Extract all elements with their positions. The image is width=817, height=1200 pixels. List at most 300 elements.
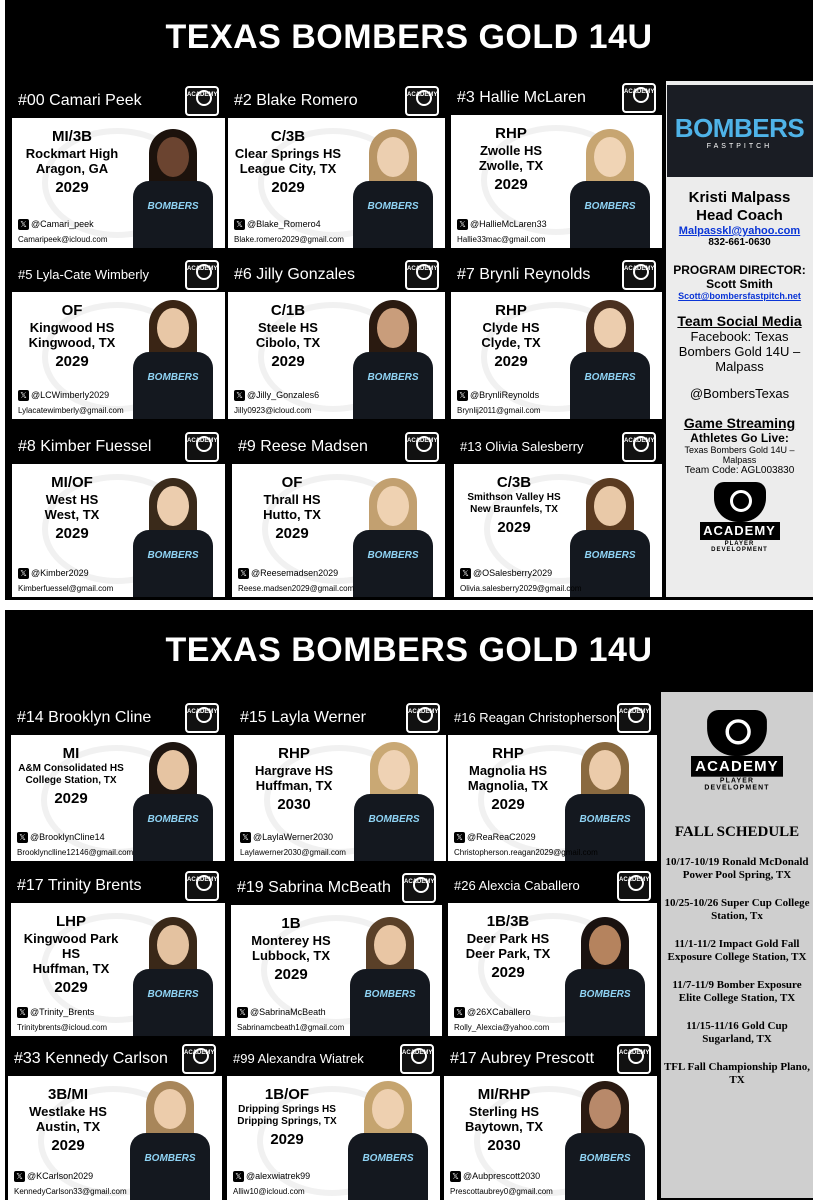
player-face bbox=[377, 486, 409, 526]
player-school: Steele HS bbox=[258, 320, 318, 335]
jersey-text: BOMBERS bbox=[144, 1153, 196, 1164]
player-card-header bbox=[232, 429, 445, 464]
player-grad-year: 2029 bbox=[497, 519, 531, 536]
player-info bbox=[450, 1086, 558, 1155]
player-card-header bbox=[228, 83, 445, 118]
player-face bbox=[377, 308, 409, 348]
player-email[interactable]: Reese.madsen2029@gmail.com bbox=[238, 584, 355, 593]
academy-badge-icon bbox=[617, 1044, 651, 1074]
player-face bbox=[157, 925, 189, 965]
player-jersey bbox=[130, 1133, 210, 1200]
player-card-header bbox=[227, 1041, 440, 1076]
x-logo-icon: 𝕏 bbox=[18, 219, 29, 230]
player-jersey bbox=[354, 794, 434, 861]
jersey-text: BOMBERS bbox=[368, 814, 420, 825]
player-social-handle[interactable] bbox=[17, 1007, 94, 1018]
player-position: C/3B bbox=[270, 128, 306, 145]
social-handle-text: @Reesemadsen2029 bbox=[251, 567, 339, 578]
schedule-item: 11/1-11/2 Impact Gold Fall Exposure College Station, TX bbox=[667, 938, 807, 963]
player-social-handle[interactable] bbox=[454, 1007, 531, 1018]
player-info bbox=[238, 474, 346, 543]
player-school: Dripping Springs HS bbox=[238, 1104, 336, 1115]
player-social-handle[interactable] bbox=[234, 390, 319, 401]
player-card bbox=[228, 83, 445, 248]
player-email[interactable]: Laylawerner2030@gmail.com bbox=[240, 848, 346, 857]
player-school: Smithson Valley HS bbox=[467, 492, 561, 503]
schedule-item: 11/15-11/16 Gold Cup Sugarland, TX bbox=[686, 1020, 788, 1045]
player-card bbox=[448, 868, 657, 1036]
player-face bbox=[589, 750, 621, 790]
x-logo-icon: 𝕏 bbox=[234, 219, 245, 230]
player-grad-year: 2029 bbox=[54, 790, 88, 807]
player-email[interactable]: Hallie33mac@gmail.com bbox=[457, 235, 546, 244]
x-logo-icon: 𝕏 bbox=[457, 390, 468, 401]
player-card bbox=[451, 80, 662, 248]
player-jersey bbox=[570, 530, 650, 597]
player-card-body bbox=[228, 292, 445, 419]
player-card bbox=[232, 429, 445, 597]
player-card-header bbox=[451, 257, 662, 292]
player-email[interactable]: Olivia.salesberry2029@gmail.com bbox=[460, 584, 582, 593]
player-info bbox=[454, 745, 562, 814]
schedule-item: 10/25-10/26 Super Cup College Station, Tx bbox=[664, 897, 810, 922]
player-school: West HS bbox=[45, 492, 99, 507]
player-position: MI/OF bbox=[51, 474, 93, 491]
player-number-name: #3 Hallie McLaren bbox=[457, 89, 586, 106]
player-number-name: #2 Blake Romero bbox=[234, 92, 358, 109]
player-city: Clyde, TX bbox=[481, 335, 541, 350]
player-jersey bbox=[348, 1133, 428, 1200]
player-card-header bbox=[12, 429, 225, 464]
jersey-text: BOMBERS bbox=[579, 814, 631, 825]
player-face bbox=[594, 137, 626, 177]
social-handle-text: @LaylaWerner2030 bbox=[253, 831, 334, 842]
player-photo bbox=[125, 736, 221, 861]
facebook-text: Facebook: Texas Bombers Gold 14U – Malpass bbox=[678, 329, 801, 374]
player-card-header bbox=[12, 257, 225, 292]
player-card-header bbox=[448, 868, 657, 903]
player-card-body bbox=[234, 735, 446, 861]
player-card bbox=[454, 429, 662, 597]
player-card-body bbox=[11, 903, 225, 1036]
x-logo-icon: 𝕏 bbox=[18, 390, 29, 401]
player-school: Monterey HS bbox=[251, 933, 331, 948]
player-info bbox=[18, 128, 126, 197]
player-school: Hargrave HS bbox=[254, 763, 334, 778]
player-card-body bbox=[454, 464, 662, 597]
player-school: Clear Springs HS bbox=[234, 146, 342, 161]
academy-shield-icon bbox=[707, 710, 767, 756]
player-social-handle[interactable] bbox=[234, 219, 321, 230]
player-number-name: #15 Layla Werner bbox=[240, 709, 366, 726]
player-school: Magnolia HS bbox=[468, 763, 547, 778]
player-position: 1B/OF bbox=[264, 1086, 310, 1103]
player-city: College Station, TX bbox=[25, 775, 117, 786]
player-card-body bbox=[448, 903, 657, 1036]
player-card bbox=[12, 429, 225, 597]
player-position: LHP bbox=[56, 913, 86, 930]
player-card-header bbox=[234, 700, 446, 735]
player-card-body bbox=[451, 292, 662, 419]
player-city: Zwolle, TX bbox=[478, 158, 544, 173]
director-label: PROGRAM DIRECTOR: bbox=[673, 263, 806, 277]
player-number-name: #99 Alexandra Wiatrek bbox=[233, 1051, 364, 1066]
x-logo-icon: 𝕏 bbox=[17, 1007, 28, 1018]
player-info bbox=[14, 1086, 122, 1155]
player-grad-year: 2029 bbox=[51, 1137, 85, 1154]
logo-word: BOMBERS bbox=[674, 113, 805, 143]
jersey-text: BOMBERS bbox=[362, 1153, 414, 1164]
jersey-text: BOMBERS bbox=[367, 550, 419, 561]
logo-subtext: FASTPITCH bbox=[706, 143, 773, 150]
player-position: 3B/MI bbox=[47, 1086, 88, 1103]
jersey-text: BOMBERS bbox=[579, 1153, 631, 1164]
x-logo-icon: 𝕏 bbox=[454, 832, 465, 843]
academy-badge-icon bbox=[617, 871, 651, 901]
player-number-name: #8 Kimber Fuessel bbox=[18, 438, 152, 455]
player-photo bbox=[345, 472, 441, 597]
jersey-text: BOMBERS bbox=[364, 989, 416, 1000]
academy-badge-icon bbox=[185, 703, 219, 733]
social-handle-text: @Camari_peek bbox=[31, 218, 94, 229]
player-school: Deer Park HS bbox=[466, 931, 550, 946]
player-position: MI bbox=[62, 745, 80, 762]
social-heading: Team Social Media bbox=[677, 313, 802, 329]
player-face bbox=[377, 137, 409, 177]
player-email[interactable]: Brynlij2011@gmail.com bbox=[457, 406, 541, 415]
player-grad-year: 2029 bbox=[271, 353, 305, 370]
player-card-header bbox=[11, 700, 225, 735]
player-school: Sterling HS bbox=[468, 1104, 540, 1119]
player-info bbox=[18, 474, 126, 543]
player-number-name: #16 Reagan Christopherson bbox=[454, 710, 617, 725]
player-jersey bbox=[133, 530, 213, 597]
player-city: League City, TX bbox=[239, 161, 337, 176]
player-position: MI/RHP bbox=[477, 1086, 531, 1103]
social-handle-text: @SabrinaMcBeath bbox=[250, 1006, 326, 1017]
x-logo-icon: 𝕏 bbox=[237, 1007, 248, 1018]
social-handle-text: @Aubprescott2030 bbox=[463, 1170, 541, 1181]
coach-title: Head Coach bbox=[696, 207, 783, 224]
player-face bbox=[374, 925, 406, 965]
jersey-text: BOMBERS bbox=[147, 201, 199, 212]
player-email[interactable]: Lylacatewimberly@gmail.com bbox=[18, 406, 124, 415]
academy-badge-icon bbox=[400, 1044, 434, 1074]
player-card-header bbox=[11, 868, 225, 903]
player-jersey bbox=[353, 352, 433, 419]
player-grad-year: 2029 bbox=[54, 979, 88, 996]
player-info bbox=[454, 913, 562, 982]
player-grad-year: 2029 bbox=[55, 179, 89, 196]
academy-badge-icon bbox=[622, 432, 656, 462]
player-photo bbox=[562, 294, 658, 419]
jersey-text: BOMBERS bbox=[584, 372, 636, 383]
player-card bbox=[12, 257, 225, 419]
academy-badge-icon bbox=[405, 86, 439, 116]
player-card-header bbox=[448, 700, 657, 735]
player-photo bbox=[125, 294, 221, 419]
schedule-item: TFL Fall Championship Plano, TX bbox=[663, 1061, 811, 1086]
player-position: 1B bbox=[281, 915, 301, 932]
schedule-sidebar bbox=[661, 692, 813, 1198]
player-face bbox=[589, 925, 621, 965]
social-handle-text: @LCWimberly2029 bbox=[31, 389, 110, 400]
jersey-text: BOMBERS bbox=[147, 372, 199, 383]
jersey-text: BOMBERS bbox=[367, 201, 419, 212]
player-card-header bbox=[228, 257, 445, 292]
player-school: A&M Consolidated HS bbox=[18, 763, 124, 774]
player-card-header bbox=[451, 80, 662, 115]
player-position: RHP bbox=[495, 125, 527, 142]
player-city: Deer Park, TX bbox=[465, 946, 551, 961]
academy-badge-icon bbox=[185, 871, 219, 901]
player-info bbox=[234, 128, 342, 197]
player-social-handle[interactable] bbox=[17, 832, 105, 843]
social-handle-text: @HallieMcLaren33 bbox=[470, 218, 547, 229]
player-social-handle[interactable] bbox=[18, 568, 89, 579]
player-social-handle[interactable] bbox=[237, 1007, 326, 1018]
player-card bbox=[234, 700, 446, 861]
player-face bbox=[157, 486, 189, 526]
player-city: Hutto, TX bbox=[263, 507, 321, 522]
player-school: Clyde HS bbox=[482, 320, 540, 335]
player-jersey bbox=[570, 181, 650, 248]
x-logo-icon: 𝕏 bbox=[454, 1007, 465, 1018]
page-title: TEXAS BOMBERS GOLD 14U bbox=[165, 18, 653, 56]
coach-name: Kristi Malpass bbox=[688, 189, 791, 206]
streaming-subheading: Athletes Go Live: bbox=[690, 431, 789, 445]
x-logo-icon: 𝕏 bbox=[14, 1171, 25, 1182]
player-info bbox=[17, 913, 125, 997]
player-info bbox=[240, 745, 348, 814]
player-card-body bbox=[12, 292, 225, 419]
team-info-sidebar bbox=[666, 81, 813, 597]
player-card-body bbox=[444, 1076, 657, 1200]
player-card-body bbox=[227, 1076, 440, 1200]
director-name: Scott Smith bbox=[706, 277, 773, 291]
academy-badge-icon bbox=[622, 260, 656, 290]
social-handle-text: @ReaReaC2029 bbox=[467, 831, 536, 842]
player-number-name: #17 Aubrey Prescott bbox=[450, 1050, 595, 1067]
player-info bbox=[460, 474, 568, 537]
player-grad-year: 2029 bbox=[494, 176, 528, 193]
player-card-body bbox=[232, 464, 445, 597]
player-email[interactable]: Rolly_Alexcia@yahoo.com bbox=[454, 1023, 550, 1032]
player-email[interactable]: Christopherson.reagan2029@gmail.com bbox=[454, 848, 598, 857]
academy-shield-icon bbox=[714, 482, 766, 522]
player-social-handle[interactable] bbox=[18, 219, 94, 230]
player-social-handle[interactable] bbox=[240, 832, 333, 843]
player-city: Lubbock, TX bbox=[252, 948, 330, 963]
player-number-name: #14 Brooklyn Cline bbox=[17, 709, 152, 726]
player-card-header bbox=[454, 429, 662, 464]
player-email[interactable]: Alliw10@icloud.com bbox=[233, 1187, 305, 1196]
player-jersey bbox=[133, 969, 213, 1036]
academy-badge-icon bbox=[182, 1044, 216, 1074]
player-grad-year: 2029 bbox=[271, 179, 305, 196]
player-jersey bbox=[133, 352, 213, 419]
player-email[interactable]: Blake.romero2029@gmail.com bbox=[234, 235, 344, 244]
player-social-handle[interactable] bbox=[457, 390, 539, 401]
player-card-body bbox=[231, 905, 442, 1036]
academy-badge-icon bbox=[402, 873, 436, 903]
player-card-body bbox=[8, 1076, 222, 1200]
player-info bbox=[457, 125, 565, 194]
academy-badge-icon bbox=[617, 703, 651, 733]
player-photo bbox=[340, 1075, 436, 1200]
player-face bbox=[157, 137, 189, 177]
player-grad-year: 2029 bbox=[270, 1131, 304, 1148]
social-handle-text: @alexwiatrek99 bbox=[246, 1170, 311, 1181]
player-face bbox=[378, 750, 410, 790]
player-card bbox=[8, 1041, 222, 1200]
player-position: RHP bbox=[278, 745, 310, 762]
jersey-text: BOMBERS bbox=[579, 989, 631, 1000]
player-social-handle[interactable] bbox=[454, 832, 536, 843]
player-info bbox=[237, 915, 345, 984]
player-number-name: #26 Alexcia Caballero bbox=[454, 878, 580, 893]
player-photo bbox=[122, 1075, 218, 1200]
jersey-text: BOMBERS bbox=[147, 989, 199, 1000]
social-handle-text: @OSalesberry2029 bbox=[473, 567, 553, 578]
player-card-body bbox=[451, 115, 662, 248]
player-card-header bbox=[231, 870, 442, 905]
social-handle-text: @Blake_Romero4 bbox=[247, 218, 321, 229]
player-photo bbox=[125, 911, 221, 1036]
player-card-body bbox=[12, 464, 225, 597]
section-divider bbox=[0, 600, 817, 610]
player-grad-year: 2029 bbox=[55, 353, 89, 370]
player-social-handle[interactable] bbox=[450, 1171, 540, 1182]
player-jersey bbox=[353, 181, 433, 248]
player-social-handle[interactable] bbox=[233, 1171, 310, 1182]
player-school: Kingwood Park HS bbox=[23, 931, 119, 961]
twitter-handle[interactable]: @BombersTexas bbox=[689, 386, 790, 401]
player-email[interactable]: Trinitybrents@icloud.com bbox=[17, 1023, 108, 1032]
jersey-text: BOMBERS bbox=[584, 201, 636, 212]
x-logo-icon: 𝕏 bbox=[234, 390, 245, 401]
player-number-name: #00 Camari Peek bbox=[18, 92, 142, 109]
player-city: Huffman, TX bbox=[255, 778, 333, 793]
bombers-fastpitch-logo bbox=[667, 85, 813, 177]
player-card bbox=[448, 700, 657, 861]
player-social-handle[interactable] bbox=[460, 568, 552, 579]
player-jersey bbox=[133, 794, 213, 861]
player-card-header bbox=[444, 1041, 657, 1076]
player-card bbox=[12, 83, 225, 248]
player-jersey bbox=[350, 969, 430, 1036]
x-logo-icon: 𝕏 bbox=[17, 832, 28, 843]
player-position: C/1B bbox=[270, 302, 306, 319]
academy-badge-icon bbox=[405, 432, 439, 462]
academy-subtext: PLAYER DEVELOPMENT bbox=[704, 777, 770, 792]
player-face bbox=[372, 1089, 404, 1129]
player-info bbox=[17, 745, 125, 808]
player-photo bbox=[125, 472, 221, 597]
x-logo-icon: 𝕏 bbox=[450, 1171, 461, 1182]
player-city: Magnolia, TX bbox=[467, 778, 549, 793]
page-title-banner-top bbox=[5, 0, 813, 78]
player-email[interactable]: Prescottaubrey0@gmail.com bbox=[450, 1187, 553, 1196]
page-title-banner-bottom bbox=[5, 610, 813, 690]
player-face bbox=[589, 1089, 621, 1129]
player-position: OF bbox=[61, 302, 83, 319]
player-social-handle[interactable] bbox=[238, 568, 338, 579]
jersey-text: BOMBERS bbox=[584, 550, 636, 561]
player-card bbox=[231, 870, 442, 1036]
player-card-body bbox=[12, 118, 225, 248]
player-position: MI/3B bbox=[51, 128, 92, 145]
player-info bbox=[234, 302, 342, 371]
social-handle-text: @Jilly_Gonzales6 bbox=[247, 389, 320, 400]
player-grad-year: 2029 bbox=[494, 353, 528, 370]
player-social-handle[interactable] bbox=[18, 390, 109, 401]
player-grad-year: 2029 bbox=[55, 525, 89, 542]
x-logo-icon: 𝕏 bbox=[240, 832, 251, 843]
player-city: West, TX bbox=[44, 507, 100, 522]
player-card bbox=[228, 257, 445, 419]
player-city: Cibolo, TX bbox=[255, 335, 321, 350]
player-card bbox=[451, 257, 662, 419]
player-email[interactable]: Jilly0923@icloud.com bbox=[234, 406, 312, 415]
page-title: TEXAS BOMBERS GOLD 14U bbox=[165, 631, 653, 669]
player-number-name: #5 Lyla-Cate Wimberly bbox=[18, 267, 150, 282]
player-face bbox=[154, 1089, 186, 1129]
social-handle-text: @BrooklynCline14 bbox=[30, 831, 105, 842]
player-number-name: #33 Kennedy Carlson bbox=[14, 1050, 168, 1067]
team-code: Team Code: AGL003830 bbox=[684, 465, 795, 476]
academy-word: ACADEMY bbox=[691, 756, 783, 777]
player-city: New Braunfels, TX bbox=[470, 504, 558, 515]
player-email[interactable]: Sabrinamcbeath1@gmail.com bbox=[237, 1023, 345, 1032]
coach-email-link[interactable]: Malpasskl@yahoo.com bbox=[678, 225, 801, 237]
player-card bbox=[444, 1041, 657, 1200]
academy-badge-icon bbox=[185, 432, 219, 462]
player-city: Austin, TX bbox=[35, 1119, 101, 1134]
academy-badge-icon bbox=[185, 86, 219, 116]
player-grad-year: 2029 bbox=[274, 966, 308, 983]
player-city: Huffman, TX bbox=[32, 961, 110, 976]
jersey-text: BOMBERS bbox=[147, 814, 199, 825]
player-number-name: #19 Sabrina McBeath bbox=[237, 879, 391, 896]
player-city: Baytown, TX bbox=[464, 1119, 543, 1134]
player-position: OF bbox=[281, 474, 303, 491]
player-photo bbox=[562, 472, 658, 597]
streaming-heading: Game Streaming bbox=[683, 415, 796, 431]
player-grad-year: 2029 bbox=[275, 525, 309, 542]
player-face bbox=[157, 750, 189, 790]
director-email-link[interactable]: Scott@bombersfastpitch.net bbox=[678, 291, 801, 301]
schedule-item: 10/17-10/19 Ronald McDonald Power Pool Spring, TX bbox=[665, 856, 809, 881]
player-social-handle[interactable] bbox=[14, 1171, 93, 1182]
player-photo bbox=[557, 911, 653, 1036]
player-email[interactable]: Camaripeek@icloud.com bbox=[18, 235, 108, 244]
player-email[interactable]: Brooklynclline12146@gmail.com bbox=[17, 848, 134, 857]
academy-badge-icon bbox=[185, 260, 219, 290]
player-email[interactable]: Kimberfuessel@gmail.com bbox=[18, 584, 114, 593]
player-social-handle[interactable] bbox=[457, 219, 547, 230]
player-card bbox=[11, 868, 225, 1036]
player-info bbox=[18, 302, 126, 371]
jersey-text: BOMBERS bbox=[147, 550, 199, 561]
player-photo bbox=[342, 911, 438, 1036]
player-email[interactable]: KennedyCarlson33@gmail.com bbox=[14, 1187, 127, 1196]
player-position: C/3B bbox=[496, 474, 532, 491]
player-school: Westlake HS bbox=[29, 1104, 107, 1119]
player-grad-year: 2030 bbox=[487, 1137, 521, 1154]
player-info bbox=[233, 1086, 341, 1149]
player-jersey bbox=[565, 969, 645, 1036]
